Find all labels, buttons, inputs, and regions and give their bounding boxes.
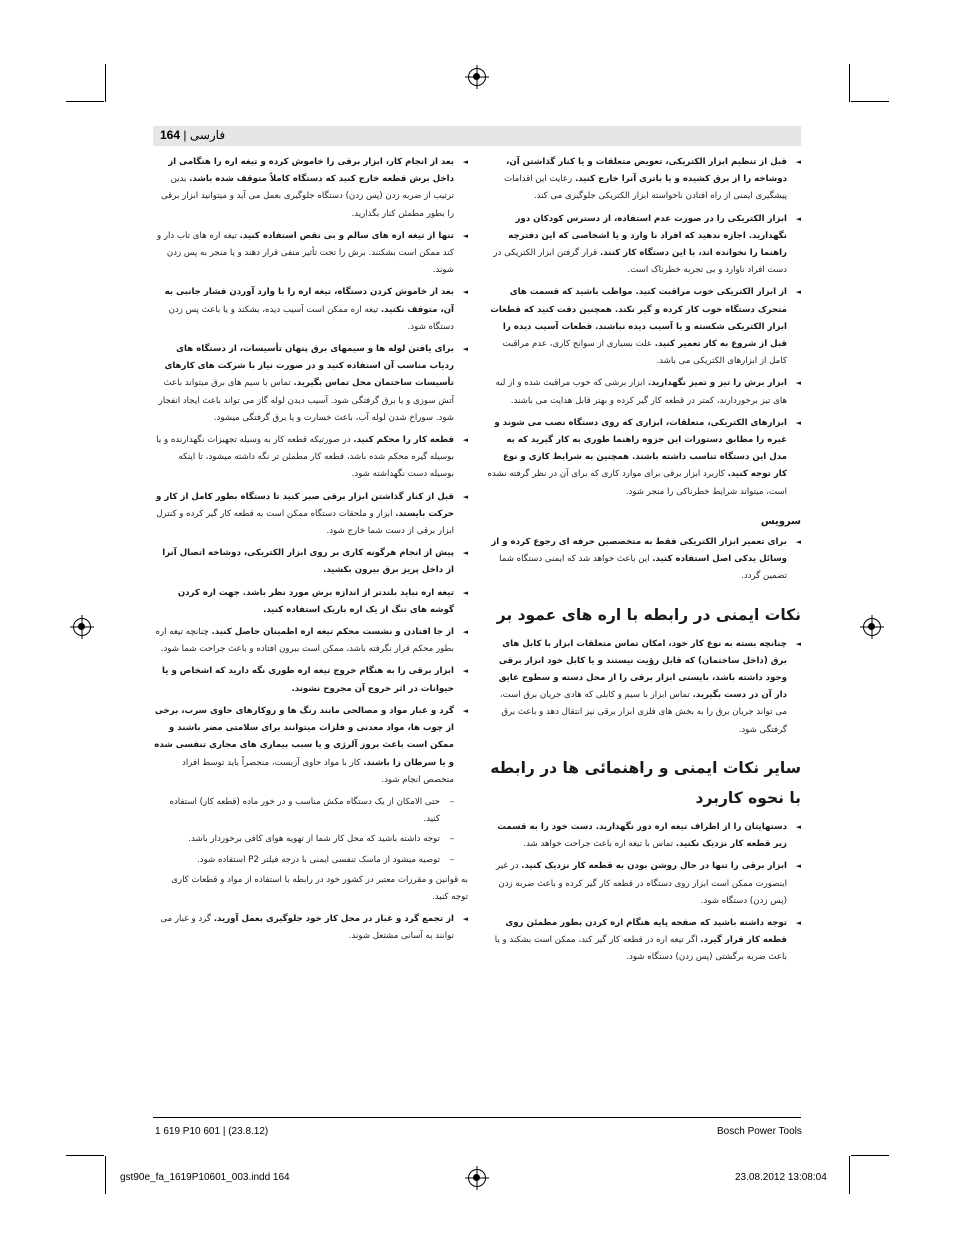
- bullet-normal-text: چنانچه تیغه اره بطور محکم قرار نگرفته باشد، ممکن است بیرون افتاده و باعث جراحت شما شود.: [155, 627, 454, 655]
- left-column: [153, 154, 468, 951]
- registration-mark-icon: [73, 618, 91, 636]
- sub-list-item: – توجه داشته باشید که محل کار شما از تهویه هوای کافی برخوردار باشد.: [153, 831, 468, 848]
- bullet-bold-text: برای یافتن لوله ها و سیمهای برق پنهان تأسیسات، از دستگاه های ردیاب مناسب آن استفاده کنید و در صورت نیاز با شرکت های کارهای تأسیسات ساختمان محل تماس بگیرید.: [164, 344, 454, 389]
- bullet-bold-text: ابزار برقی را به هنگام خروج تیغه اره طوری نگه دارید که اشخاص و یا حیوانات در اثر خروج آن مجروح نشوند.: [162, 666, 454, 694]
- bullet-normal-text: کاربرد ابزار برقی برای موارد کاری که برای آن در نظر گرفته نشده است، میتواند شرایط خطرناکی را منجر شود.: [487, 469, 787, 497]
- bullet-normal-text: ابزار و ملحقات دستگاه ممکن است به قطعه کار گیر کرده و کنترل ابزار برقی از دست شما خارج شود.: [156, 508, 454, 537]
- bullet-normal-text: تماس با تیغه اره باعث جراحت خواهد شد.: [523, 839, 674, 850]
- bullet-item: [487, 819, 801, 853]
- bullet-bold-text: ابزار برقی را تنها در حال روشن بودن به قطعه کار نزدیک کنید.: [521, 861, 787, 872]
- bullet-normal-text: علت بسیاری از سوانح کاری، عدم مراقبت کامل از ابزارهای الکتریکی می باشد.: [502, 339, 787, 367]
- bullet-normal-text: در صورتیکه قطعه کار به وسیله تجهیزات نگهدارنده و یا بوسیله گیره محکم شده باشد، قطعه کار مطمئن تر نگه داشته میشود، تا اینکه بوسیله دست نگهداشته شود.: [156, 435, 454, 480]
- bullet-normal-text: رعایت این اقدامات پیشگیری ایمنی از راه افتادن ناخواسته ابزار الکتریکی جلوگیری می کند.: [503, 174, 787, 202]
- section-heading-service: سرویس: [760, 515, 801, 527]
- page-header: [160, 128, 225, 142]
- bullet-item: [153, 154, 468, 223]
- bullet-item: [487, 858, 801, 910]
- bullet-bold-text: بعد از خاموش کردن دستگاه، تیغه اره را با وارد آوردن فشار جانبی به آن، متوقف نکنید.: [164, 287, 454, 315]
- crop-mark: [849, 64, 850, 102]
- bullet-item: [153, 911, 468, 945]
- footer-doc-id: 1 619 P10 601 | (23.8.12): [155, 1126, 269, 1137]
- bullet-normal-text: قرار گرفتن ابزار الکتریکی در دست افراد ناوارد و بی تجربه خطرناک است.: [493, 248, 787, 276]
- footer-brand: Bosch Power Tools: [717, 1126, 802, 1137]
- bullet-item: [487, 915, 801, 967]
- bullet-item: [153, 545, 468, 579]
- bullet-item: [153, 663, 468, 697]
- bullet-normal-text: تماس ابزار با سیم و کابلی که هادی جریان برق است، می تواند جریان برق را به بخش های فلزی ابزار برقی نیز انتقال دهد و باعث برق گرفتگی شود.: [499, 690, 787, 735]
- bullet-normal-text: بدین ترتیب از ضربه زدن (پس زدن) دستگاه جلوگیری بعمل می آید و میتوانید ابزار برقی را بطور مطمئن کنار بگذارید.: [160, 174, 454, 219]
- bullet-normal-text: ابزار برشی که خوب مراقبت شده و از لبه های تیز برخوردارند، کمتر در قطعه کار گیر کرده و بهتر قابل هدایت می باشند.: [495, 378, 787, 406]
- bullet-bold-text: از تجمع گرد و غبار در محل کار خود جلوگیری بعمل آورید.: [213, 914, 454, 925]
- crop-mark: [849, 1156, 850, 1194]
- crop-mark: [66, 101, 104, 102]
- registration-mark-icon: [863, 618, 881, 636]
- bullet-item: [153, 228, 468, 280]
- bullet-item: [153, 341, 468, 427]
- bullet-item: [153, 432, 468, 484]
- bullet-bold-text: گرد و غبار مواد و مصالحی مانند رنگ ها و روکارهای حاوی سرب، برخی از چوب ها، مواد معدنی و فلزات میتوانند برای سلامتی مضر باشند و ممکن است باعث بروز آلرژی و یا سبب بیماری های مجاری تنفسی شده و یا سرطان زا باشند.: [154, 705, 454, 768]
- bullet-bold-text: قبل از کنار گذاشتن ابزار برقی صبر کنید تا دستگاه بطور کامل از کار و حرکت بایستد.: [156, 491, 454, 519]
- crop-mark: [851, 101, 889, 102]
- registration-mark-icon: [468, 1169, 486, 1187]
- bullet-bold-text: قبل از تنظیم ابزار الکتریکی، تعویض متعلقات و یا کنار گذاشتن آن، دوشاخه را از برق کشیده و یا باتری آنرا خارج کنید.: [506, 157, 787, 185]
- bullet-item: [487, 211, 801, 280]
- bullet-normal-text: کار با مواد حاوی آزبست، منحصراً باید توسط افراد متخصص انجام شود.: [182, 757, 454, 785]
- page-number: 164: [160, 128, 181, 142]
- page-header-bar: [153, 126, 801, 146]
- header-language: فارسی: [189, 128, 226, 142]
- crop-mark: [851, 1155, 889, 1156]
- bullet-bold-text: چنانچه بسته به نوع کار خود، امکان تماس متعلقات ابزار با کابل های برق (داخل ساختمان) که قابل رؤیت نیستند و یا کابل خود ابزار برقی وجود داشته باشد، بایستی ابزار برقی را از محل دسته و سطوح عایق دار آن در دست بگیرید.: [498, 638, 787, 701]
- bullet-normal-text: تیغه اره ممکن است آسیب دیده، بشکند و یا باعث پس زدن دستگاه شود.: [168, 304, 454, 332]
- dust-note: به قوانین و مقررات معتبر در کشور خود در رابطه با استفاده از مواد و قطعات کاری توجه کنید.: [171, 874, 468, 902]
- header-separator: |: [183, 128, 190, 142]
- bullet-item: [153, 624, 468, 658]
- crop-mark: [105, 1156, 106, 1194]
- bullet-bold-text: دستهایتان را از اطراف تیغه اره دور نگهدارید. دست خود را به قسمت زیر قطعه کار نزدیک نکنید.: [497, 821, 787, 850]
- bullet-item: [153, 489, 468, 541]
- crop-mark: [105, 64, 106, 102]
- bullet-bold-text: ابزار برش را تیز و تمیز نگهدارید.: [647, 378, 787, 389]
- bullet-bold-text: پیش از انجام هرگونه کاری بر روی ابزار الکتریکی، دوشاخه اتصال آنرا از داخل پریز برق بیرون بکشید.: [162, 548, 454, 576]
- bullet-normal-text: تماس با سیم های برق میتواند باعث آتش سوزی و یا برق گرفتگی شود. آسیب دیدن لوله گاز می تواند باعث ایجاد انفجار شود. سوراخ شدن لوله آب، باعث خسارت و یا برق گرفتگی میشود.: [158, 378, 454, 423]
- bullet-bold-text: از جا افتادن و نشست محکم تیغه اره اطمینان حاصل کنید.: [211, 627, 454, 638]
- bullet-bold-text: بعد از انجام کار، ابزار برقی را خاموش کرده و تیغه اره را هنگامی از داخل برش قطعه خارج کنید که دستگاه کاملاً متوقف شده باشد.: [168, 157, 454, 185]
- footer-divider: [153, 1117, 801, 1118]
- sub-list-item: – حتی الامکان از یک دستگاه مکش مناسب و در خور ماده (قطعه کار) استفاده کنید.: [153, 794, 468, 828]
- bullet-bold-text: از ابزار الکتریکی خوب مراقبت کنید. مواظب باشید که قسمت های متحرک دستگاه خوب کار کرده و گیر نکند. همچنین دقت کنید که قطعات ابزار الکتریکی شکسته و یا آسیب دیده نباشند. قطعات آسیب دیده را قبل از شروع به کار تعمیر کنید.: [490, 287, 787, 350]
- bullet-item: [487, 534, 801, 586]
- bullet-item: [487, 154, 801, 206]
- crop-mark: [66, 1155, 104, 1156]
- registration-mark-icon: [468, 68, 486, 86]
- section-heading-saw-safety: نکات ایمنی در رابطه با اره های عمود بر: [496, 605, 801, 624]
- bullet-bold-text: تیغه اره نباید بلندتر از اندازه برش مورد نظر باشد. جهت اره کردن گوشه های تنگ از یک اره باریک استفاده کنید.: [177, 587, 454, 615]
- bullet-normal-text: تیغه اره های تاب دار و کند ممکن است بشکنند. برش را تحت تأثیر منفی قرار دهند و یا منجر به پس زدن شوند.: [156, 230, 454, 276]
- bullet-item: [153, 703, 468, 789]
- bullet-bold-text: قطعه کار را محکم کنید.: [353, 435, 454, 446]
- bullet-normal-text: گرد و غبار می توانند به آسانی مشتعل شوند.: [160, 914, 454, 942]
- section-heading-other-safety: سایر نکات ایمنی و راهنمائی ها در رابطه با نحوه کاربرد: [490, 758, 801, 807]
- bullet-item: [153, 284, 468, 336]
- bullet-item: [487, 375, 801, 409]
- bullet-bold-text: ابزارهای الکتریکی، متعلقات، ابزاری که روی دستگاه نصب می شوند و غیره را مطابق دستورات این جزوه راهنما طوری به کار گیرید که به مدل این دستگاه تناسب داشته باشند. همچنین به شرایط کاری و نوع کار توجه کنید.: [494, 417, 787, 480]
- slug-date: 23.08.2012 13:08:04: [735, 1172, 827, 1183]
- bullet-item: [487, 284, 801, 370]
- bullet-item: [487, 415, 801, 501]
- bullet-bold-text: ابزار الکتریکی را در صورت عدم استفاده، از دسترس کودکان دور نگهدارید. اجازه ندهید که افراد نا وارد و یا اشخاصی که این دفترچه راهنما را نخوانده اند، با این دستگاه کار کنند.: [508, 213, 787, 259]
- bullet-normal-text: این باعث خواهد شد که ایمنی دستگاه شما تضمین گردد.: [499, 554, 787, 582]
- bullet-bold-text: برای تعمیر ابزار الکتریکی فقط به متخصصین حرفه ای رجوع کرده و از وسائل یدکی اصل استفاده کنید.: [491, 537, 787, 565]
- bullet-normal-text: در غیر اینصورت ممکن است ابزار روی دستگاه در قطعه کار گیر کرده و باعث ضربه زدن (پس زدن) دستگاه شود.: [495, 861, 787, 906]
- bullet-item: [487, 636, 801, 739]
- slug-file: gst90e_fa_1619P10601_003.indd 164: [120, 1172, 290, 1183]
- bullet-normal-text: اگر تیغه اره در قطعه کار گیر کند، ممکن است بشکند و یا باعث ضربه برگشتی (پس زدن) دستگاه شود.: [494, 935, 787, 963]
- bullet-bold-text: توجه داشته باشید که صفحه پایه هنگام اره کردن بطور مطمئن روی قطعه کار قرار گیرد.: [505, 917, 787, 946]
- sub-list-item: – توصیه میشود از ماسک تنفسی ایمنی با درجه فیلتر P2 استفاده شود.: [153, 852, 468, 869]
- bullet-item: [153, 585, 468, 619]
- right-column: [487, 154, 801, 972]
- bullet-bold-text: تنها از تیغه اره های سالم و بی نقص استفاده کنید.: [239, 230, 454, 241]
